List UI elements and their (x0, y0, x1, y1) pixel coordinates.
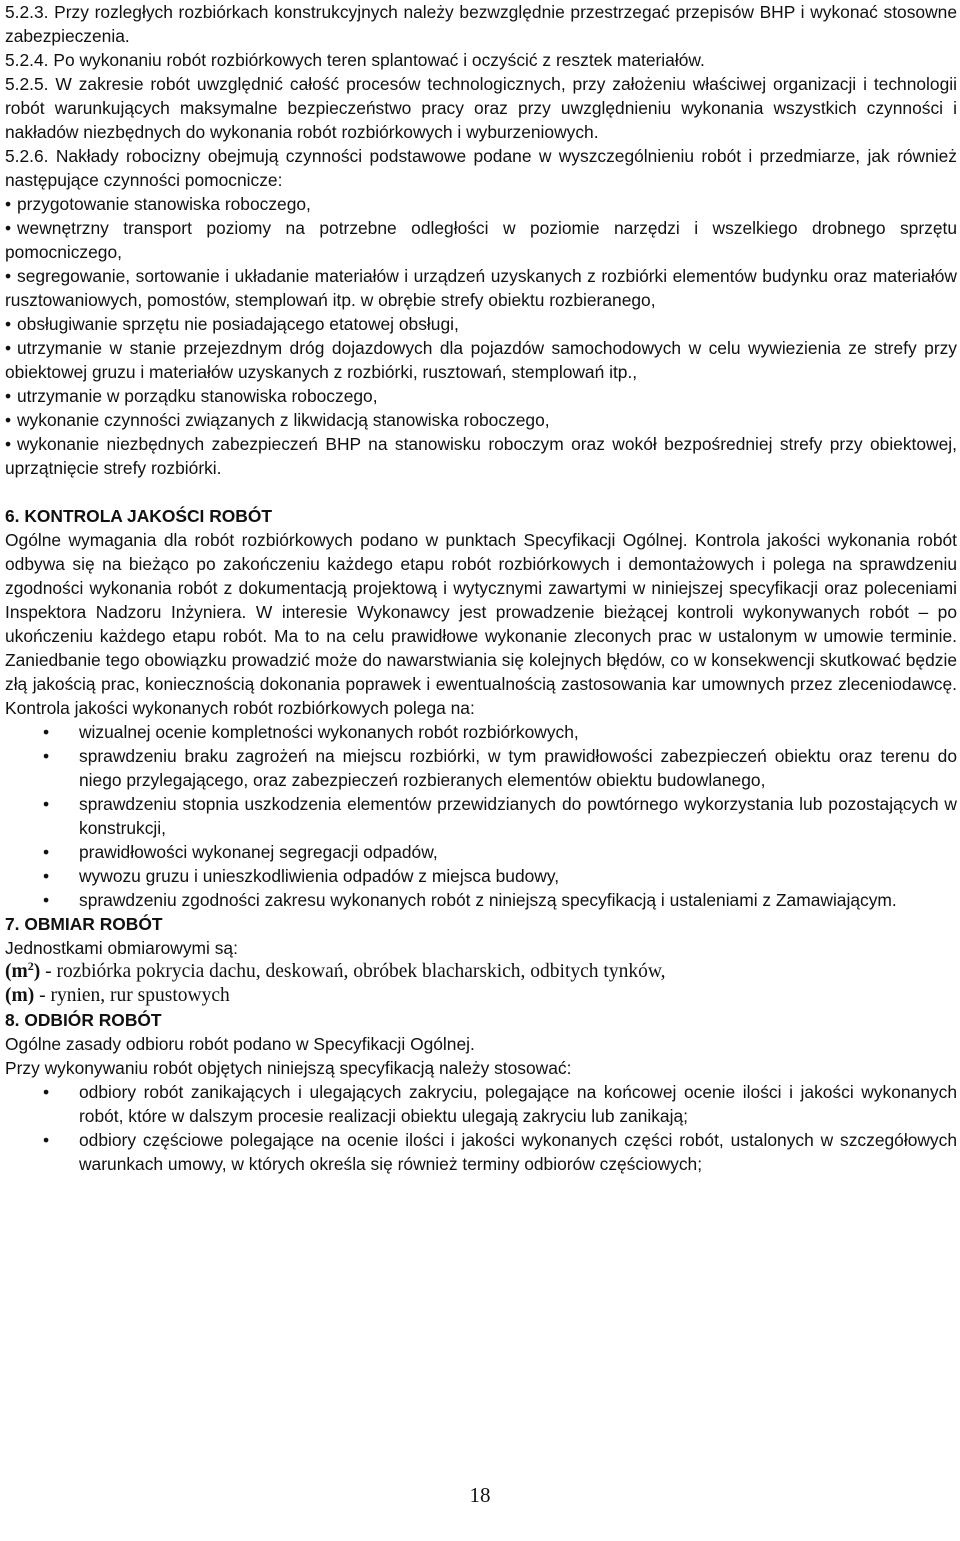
list-item-text: odbiory robót zanikających i ulegających zakryciu, polegające na końcowej ocenie ilości i jakości wykonanych robót, które w dalszym procesie realizacji obiektu ulegają zakryciu lub zanikają; (79, 1082, 957, 1126)
paragraph-5-2-6: 5.2.6. Nakłady robocizny obejmują czynności podstawowe podane w wyszczególnieniu robót i przedmiarze, jak również następujące czynności pomocnicze: (5, 146, 957, 190)
list-item (5, 792, 957, 840)
helper-tasks-list (5, 192, 957, 480)
list-item-text: obsługiwanie sprzętu nie posiadającego etatowej obsługi, (17, 314, 459, 334)
bullet-icon: • (42, 842, 50, 862)
list-item (5, 408, 957, 432)
list-item-text: sprawdzeniu zgodności zakresu wykonanych robót z niniejszą specyfikacją i ustaleniami z Zamawiającym. (79, 890, 897, 910)
list-item (5, 864, 957, 888)
spacer (5, 480, 957, 504)
list-item-text: utrzymanie w stanie przejezdnym dróg dojazdowych dla pojazdów samochodowych w celu wywiezienia ze strefy przy obiektowej gruzu i materiałów uzyskanych z rozbiórki, rusztowań, stemplowań itp., (5, 338, 957, 382)
list-item (5, 336, 957, 384)
list-item-text: prawidłowości wykonanej segregacji odpadów, (79, 842, 438, 862)
list-item (5, 1080, 957, 1128)
bullet-icon: • (42, 794, 50, 814)
bullet-icon: • (5, 338, 12, 358)
unit-exponent: 2 (27, 959, 34, 973)
bullet-icon: • (5, 434, 12, 454)
section-8-line-2: Przy wykonywaniu robót objętych niniejszą specyfikacją należy stosować: (5, 1058, 572, 1078)
bullet-icon: • (5, 314, 12, 334)
bullet-icon: • (42, 1130, 50, 1150)
document-page (5, 0, 957, 1176)
list-item-text: wewnętrzny transport poziomy na potrzebne odległości w poziomie narzędzi i wszelkiego drobnego sprzętu pomocniczego, (5, 218, 957, 262)
paragraph-5-2-4: 5.2.4. Po wykonaniu robót rozbiórkowych teren splantować i oczyścić z resztek materiałów. (5, 50, 705, 70)
list-item-text: przygotowanie stanowiska roboczego, (17, 194, 311, 214)
bullet-icon: • (5, 218, 12, 238)
list-item (5, 264, 957, 312)
page-number: 18 (469, 1483, 491, 1507)
paragraph-5-2-5: 5.2.5. W zakresie robót uwzględnić całość procesów technologicznych, przy założeniu właściwej organizacji i technologii robót warunkujących maksymalne bezpieczeństwo pracy oraz przy uwzględnieniu wykonania wszystkich czynności i nakładów niezbędnych do wykonania robót rozbiórkowych i wyburzeniowych. (5, 74, 957, 142)
section-6-paragraph: Ogólne wymagania dla robót rozbiórkowych podano w punktach Specyfikacji Ogólnej. Kontrola jakości wykonania robót odbywa się na bieżąco po zakończeniu każdego etapu robót rozbiórkowych i demontażowych i polega na sprawdzeniu zgodności wykonania robót z dokumentacją projektową i wytycznymi zawartymi w niniejszej specyfikacji oraz poleceniami Inspektora Nadzoru Inżyniera. W interesie Wykonawcy jest prowadzenie bieżącej kontroli wykonywanych robót – po ukończeniu każdego etapu robót. Ma to na celu prawidłowe wykonanie zleconych prac w ustalonym w umowie terminie. Zaniedbanie tego obowiązku prowadzić może do nawarstwiania się kolejnych błędów, co w konsekwencji skutkować będzie złą jakością prac, koniecznością dokonania poprawek i ewentualnością zastosowania kar umownych przez zleceniodawcę. Kontrola jakości wykonanych robót rozbiórkowych polega na: (5, 530, 957, 718)
list-item-text: sprawdzeniu braku zagrożeń na miejscu rozbiórki, w tym prawidłowości zabezpieczeń obiektu oraz terenu do niego przylegającego, oraz zabezpieczeń rozbieranych elementów obiektu budowlanego, (79, 746, 957, 790)
list-item (5, 888, 957, 912)
bullet-icon: • (42, 866, 50, 886)
list-item-text: wywozu gruzu i unieszkodliwienia odpadów z miejsca budowy, (79, 866, 560, 886)
paragraph-5-2-3: 5.2.3. Przy rozległych rozbiórkach konstrukcyjnych należy bezwzględnie przestrzegać przepisów BHP i wykonać stosowne zabezpieczenia. (5, 2, 957, 46)
unit-label: (m) (5, 985, 35, 1006)
quality-control-list (5, 720, 957, 912)
list-item (5, 744, 957, 792)
unit-symbol: (m (5, 961, 28, 982)
section-7-heading: 7. OBMIAR ROBÓT (5, 914, 163, 934)
acceptance-list (5, 1080, 957, 1176)
section-7-intro: Jednostkami obmiarowymi są: (5, 938, 238, 958)
list-item-text: odbiory częściowe polegające na ocenie ilości i jakości wykonanych części robót, ustalonych w szczegółowych warunkach umowy, w których określa się również terminy odbiorów częściowych; (79, 1130, 957, 1174)
unit-description: - rozbiórka pokrycia dachu, deskowań, obróbek blacharskich, odbitych tynków, (40, 961, 666, 982)
list-item-text: segregowanie, sortowanie i układanie materiałów i urządzeń uzyskanych z rozbiórki elementów budynku oraz materiałów rusztowaniowych, pomostów, stemplowań itp. w obrębie strefy obiektu rozbieranego, (5, 266, 957, 310)
unit-label (5, 961, 40, 982)
list-item-text: sprawdzeniu stopnia uszkodzenia elementów przewidzianych do powtórnego wykorzystania lub pozostających w konstrukcji, (79, 794, 957, 838)
bullet-icon: • (5, 410, 12, 430)
section-8-line-1: Ogólne zasady odbioru robót podano w Specyfikacji Ogólnej. (5, 1034, 475, 1054)
bullet-icon: • (5, 266, 12, 286)
list-item (5, 384, 957, 408)
list-item-text: wykonanie niezbędnych zabezpieczeń BHP na stanowisku roboczym oraz wokół bezpośredniej strefy przy obiektowej, uprzątnięcie strefy rozbiórki. (5, 434, 957, 478)
bullet-icon: • (42, 746, 50, 766)
list-item (5, 312, 957, 336)
section-6-heading: 6. KONTROLA JAKOŚCI ROBÓT (5, 506, 272, 526)
bullet-icon: • (42, 1082, 50, 1102)
unit-close: ) (33, 961, 41, 982)
list-item-text: wizualnej ocenie kompletności wykonanych robót rozbiórkowych, (79, 722, 579, 742)
list-item-text: wykonanie czynności związanych z likwidacją stanowiska roboczego, (17, 410, 550, 430)
list-item (5, 720, 957, 744)
list-item (5, 192, 957, 216)
list-item (5, 432, 957, 480)
measurement-unit-m2 (5, 960, 957, 984)
list-item (5, 216, 957, 264)
bullet-icon: • (5, 194, 12, 214)
bullet-icon: • (5, 386, 12, 406)
list-item-text: utrzymanie w porządku stanowiska roboczego, (17, 386, 378, 406)
unit-description: - rynien, rur spustowych (34, 985, 230, 1006)
measurement-unit-m (5, 984, 957, 1008)
list-item (5, 840, 957, 864)
list-item (5, 1128, 957, 1176)
section-8-heading: 8. ODBIÓR ROBÓT (5, 1010, 162, 1030)
bullet-icon: • (42, 890, 50, 910)
bullet-icon: • (42, 722, 50, 742)
